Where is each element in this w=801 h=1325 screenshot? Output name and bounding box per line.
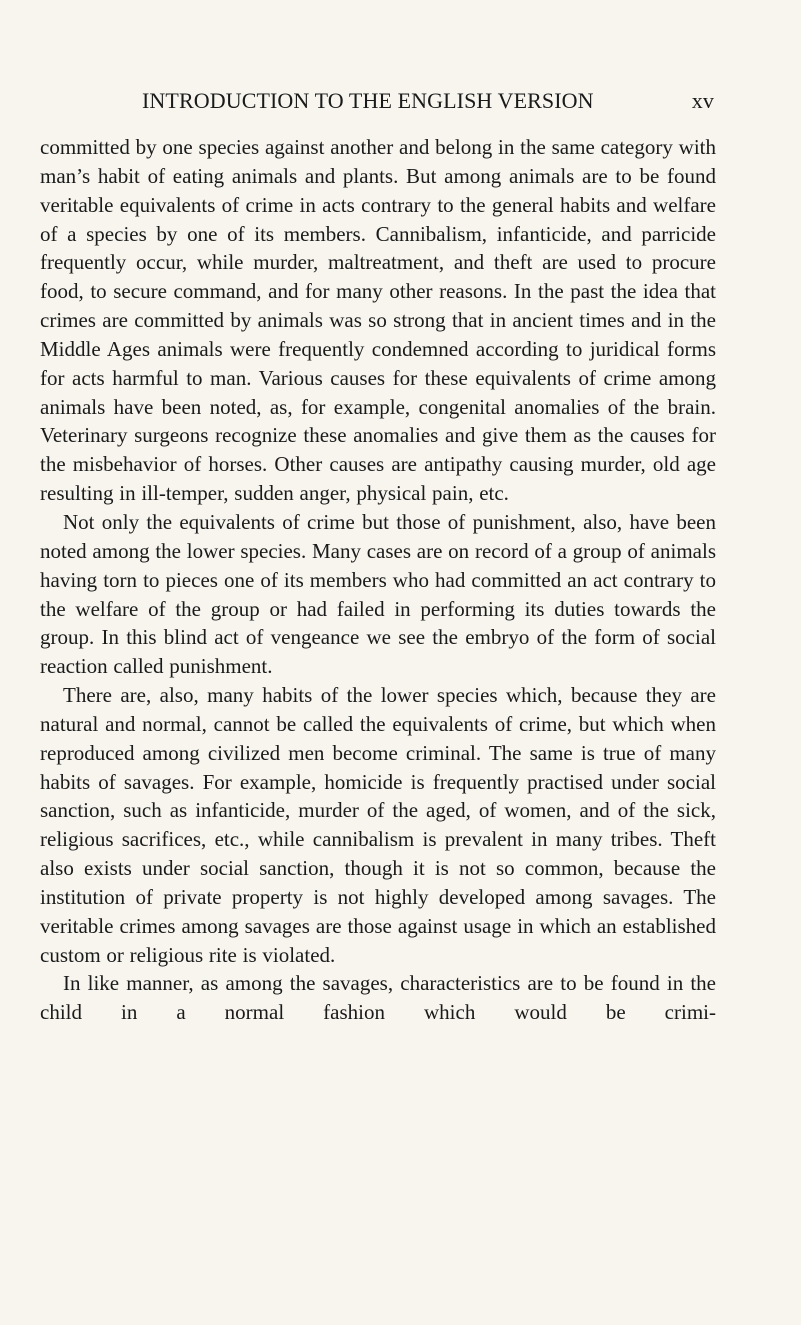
paragraph-child: In like manner, as among the savages, characteristics are to be found in the child in a normal fashion which would be crimi-	[40, 971, 716, 1025]
running-head-title: INTRODUCTION TO THE ENGLISH VERSION	[142, 88, 594, 113]
body-text	[40, 133, 716, 1027]
running-head	[142, 86, 714, 116]
paragraph-savage-habits: There are, also, many habits of the lower species which, because they are natural and normal, cannot be called the equivalents of crime, but which when reproduced among civilized men become criminal. The same is true of many habits of savages. For example, homicide is frequently practised under social sanction, such as infanticide, murder of the aged, of women, and of the sick, religious sacrifices, etc., while cannibalism is prevalent in many tribes. Theft also exists under social sanction, though it is not so common, because the institution of private property is not highly developed among savages. The veritable crimes among savages are those against usage in which an established custom or religious rite is violated.	[40, 683, 716, 967]
page-number: xv	[691, 88, 714, 113]
paragraph-punishment: Not only the equivalents of crime but those of punishment, also, have been noted among the lower species. Many cases are on record of a group of animals having torn to pieces one of its members who had committed an act contrary to the welfare of the group or had failed in performing its duties towards the group. In this blind act of vengeance we see the embryo of the form of social reaction called punishment.	[40, 509, 716, 679]
paragraph-continued: committed by one species against another and belong in the same category with man’s habit of eating animals and plants. But among animals are to be found veritable equivalents of crime in acts contrary to the general habits and welfare of a species by one of its members. Cannibalism, infanticide, and parricide frequently occur, while murder, maltreatment, and theft are used to procure food, to secure command, and for many other reasons. In the past the idea that crimes are committed by animals was so strong that in ancient times and in the Middle Ages animals were frequently condemned according to juridical forms for acts harmful to man. Various causes for these equivalents of crime among animals have been noted, as, for example, congenital anomalies of the brain. Veterinary surgeons recognize these anomalies and give them as the causes for the misbehavior of horses. Other causes are antipathy causing murder, old age resulting in ill-temper, sudden anger, physical pain, etc.	[40, 135, 716, 506]
